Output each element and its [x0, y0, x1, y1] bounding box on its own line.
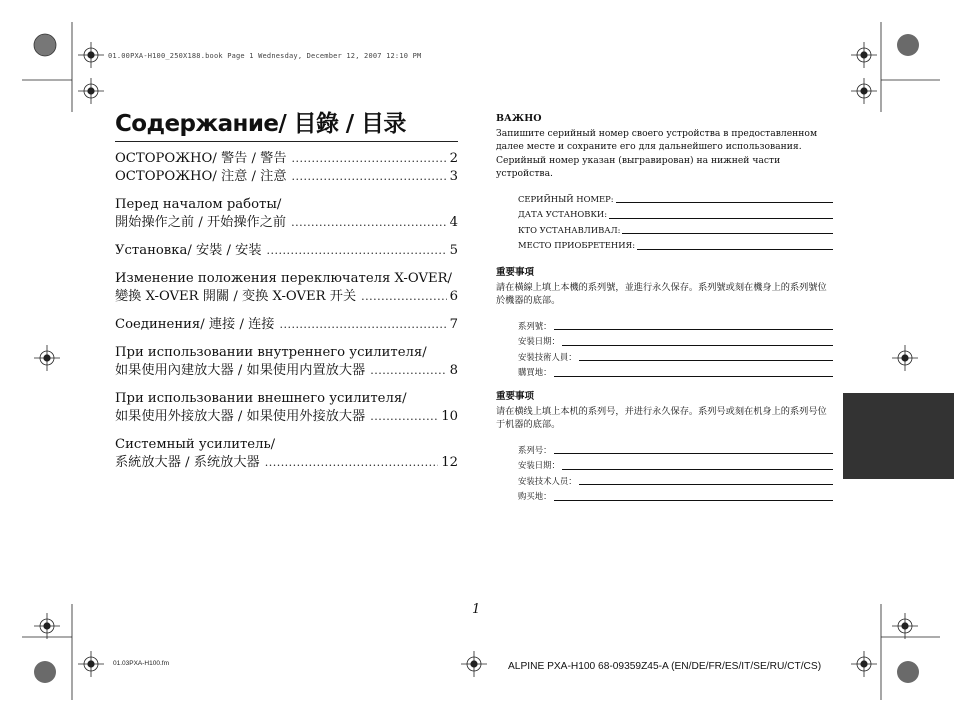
footer-filename: 01.03PXA-H100.fm: [113, 660, 170, 667]
toc-entry: [115, 196, 458, 232]
toc-entry-title: 如果使用內建放大器 / 如果使用内置放大器: [115, 363, 366, 378]
record-field: [496, 318, 833, 334]
record-field: [496, 206, 833, 222]
toc-entry-title: При использовании внутреннего усилителя/: [115, 345, 427, 360]
toc-entry-title: 開始操作之前 / 开始操作之前: [115, 215, 287, 230]
toc-entry-title: Установка/ 安裝 / 安装: [115, 243, 262, 258]
toc-leader-dots: [361, 288, 446, 306]
record-field-blank-line: [554, 499, 834, 501]
toc-page-number: 7: [449, 317, 458, 332]
record-field: [496, 333, 833, 349]
toc-page-number: 2: [449, 151, 458, 166]
record-field: [496, 457, 833, 473]
record-field-blank-line: [637, 248, 833, 250]
important-tw-text: 請在橫線上填上本機的系列號，並進行永久保存。系列號或刻在機身上的系列號位於機器的底部。: [496, 281, 827, 306]
important-tw-fields: [496, 318, 833, 380]
record-field-blank-line: [579, 483, 833, 485]
toc-entry-title: Системный усилитель/: [115, 437, 276, 452]
toc-entry: [115, 436, 458, 472]
toc-line: [115, 436, 458, 454]
title-divider: [115, 141, 458, 142]
toc-entry-title: ОСТОРОЖНО/ 注意 / 注意: [115, 169, 287, 184]
record-field-label: 购买地：: [518, 491, 552, 502]
toc-entry-title: 系統放大器 / 系统放大器: [115, 455, 260, 470]
language-tab: [843, 393, 954, 479]
toc-line: [115, 270, 458, 288]
record-field: [496, 364, 833, 380]
page-title: Содержание/ 目錄 / 目录: [115, 111, 406, 137]
toc-leader-dots: [292, 168, 447, 186]
record-field-blank-line: [579, 359, 833, 361]
toc-entry: [115, 316, 458, 334]
important-ru-heading: ВАЖНО: [496, 113, 542, 124]
important-tw-heading: 重要事項: [496, 267, 535, 278]
toc-page-number: 12: [441, 455, 458, 470]
toc-leader-dots: [291, 214, 447, 232]
important-cn-text: 请在横线上填上本机的系列号，并进行永久保存。系列号或刻在机身上的系列号位于机器的底部。: [496, 405, 827, 430]
record-field: [496, 191, 833, 207]
toc-page-number: 5: [449, 243, 458, 258]
record-field-blank-line: [562, 468, 833, 470]
important-cn-section: [496, 390, 833, 504]
toc-leader-dots: [279, 316, 446, 334]
toc-entry-title: ОСТОРОЖНО/ 警告 / 警告: [115, 151, 287, 166]
toc-entry: [115, 242, 458, 260]
record-field-blank-line: [622, 232, 833, 234]
record-field-label: 安裝技術人員：: [518, 351, 577, 362]
record-field-label: 系列号：: [518, 444, 552, 455]
record-field: [496, 349, 833, 365]
toc-entry-title: Перед началом работы/: [115, 197, 282, 212]
record-field-label: 安装技术人员：: [518, 475, 577, 486]
toc-line: [115, 168, 458, 186]
toc-entry: [115, 150, 458, 168]
record-field-label: 購買地：: [518, 367, 552, 378]
important-tw-section: [496, 266, 833, 380]
toc-leader-dots: [370, 362, 446, 380]
important-cn-fields: [496, 442, 833, 504]
toc-entry: [115, 390, 458, 426]
toc-page-number: 4: [449, 215, 458, 230]
record-field-label: 安装日期：: [518, 460, 560, 471]
page-number: 1: [472, 602, 481, 617]
toc-line: [115, 454, 458, 472]
record-field-blank-line: [554, 375, 834, 377]
record-field-label: МЕСТО ПРИОБРЕТЕНИЯ:: [518, 240, 636, 251]
important-ru-text: Запишите серийный номер своего устройства в предоставленном далее месте и сохраните его для дальнейшего использования. Серийный номер указан (выгравирован) на нижней части устройства.: [496, 127, 818, 179]
important-ru-section: [496, 112, 833, 253]
record-field-blank-line: [554, 452, 834, 454]
record-field: [496, 442, 833, 458]
toc-entry-title: 變換 X-OVER 開關 / 变换 X-OVER 开关: [115, 289, 357, 304]
toc-line: [115, 362, 458, 380]
toc-entry: [115, 270, 458, 306]
record-field-label: СЕРИЙНЫЙ НОМЕР:: [518, 193, 614, 204]
record-field: [496, 488, 833, 504]
record-field: [496, 237, 833, 253]
toc-page-number: 8: [449, 363, 458, 378]
toc-line: [115, 150, 458, 168]
record-field: [496, 222, 833, 238]
toc-entry: [115, 168, 458, 186]
footer-model-info: ALPINE PXA-H100 68-09359Z45-A (EN/DE/FR/ES/IT/SE/RU/CT/CS): [508, 661, 822, 672]
toc-entry: [115, 344, 458, 380]
toc-line: [115, 242, 458, 260]
toc-line: [115, 344, 458, 362]
toc-line: [115, 196, 458, 214]
toc-entry-title: При использовании внешнего усилителя/: [115, 391, 407, 406]
toc-leader-dots: [292, 150, 447, 168]
toc-line: [115, 288, 458, 306]
toc-leader-dots: [265, 454, 439, 472]
record-field-blank-line: [554, 328, 834, 330]
toc-line: [115, 408, 458, 426]
record-field-label: КТО УСТАНАВЛИВАЛ:: [518, 224, 621, 235]
record-field-blank-line: [562, 344, 833, 346]
record-field-label: 系列號：: [518, 320, 552, 331]
record-field-blank-line: [616, 201, 833, 203]
important-ru-fields: [496, 191, 833, 253]
toc-leader-dots: [370, 408, 438, 426]
toc-entry-title: Изменение положения переключателя X-OVER/: [115, 271, 452, 286]
toc-line: [115, 390, 458, 408]
record-field: [496, 473, 833, 489]
record-field-label: ДАТА УСТАНОВКИ:: [518, 209, 608, 220]
toc-line: [115, 316, 458, 334]
toc-entry-title: Соединения/ 連接 / 连接: [115, 317, 275, 332]
toc-entry-title: 如果使用外接放大器 / 如果使用外接放大器: [115, 409, 366, 424]
important-cn-heading: 重要事项: [496, 391, 535, 402]
toc-page-number: 3: [449, 169, 458, 184]
toc-page-number: 10: [441, 409, 458, 424]
record-field-label: 安裝日期：: [518, 336, 560, 347]
record-field-blank-line: [609, 217, 833, 219]
toc-line: [115, 214, 458, 232]
table-of-contents: [115, 150, 458, 482]
toc-page-number: 6: [449, 289, 458, 304]
book-header: 01.00PXA-H100_250X188.book Page 1 Wednesday, December 12, 2007 12:10 PM: [108, 52, 422, 60]
toc-leader-dots: [267, 242, 447, 260]
